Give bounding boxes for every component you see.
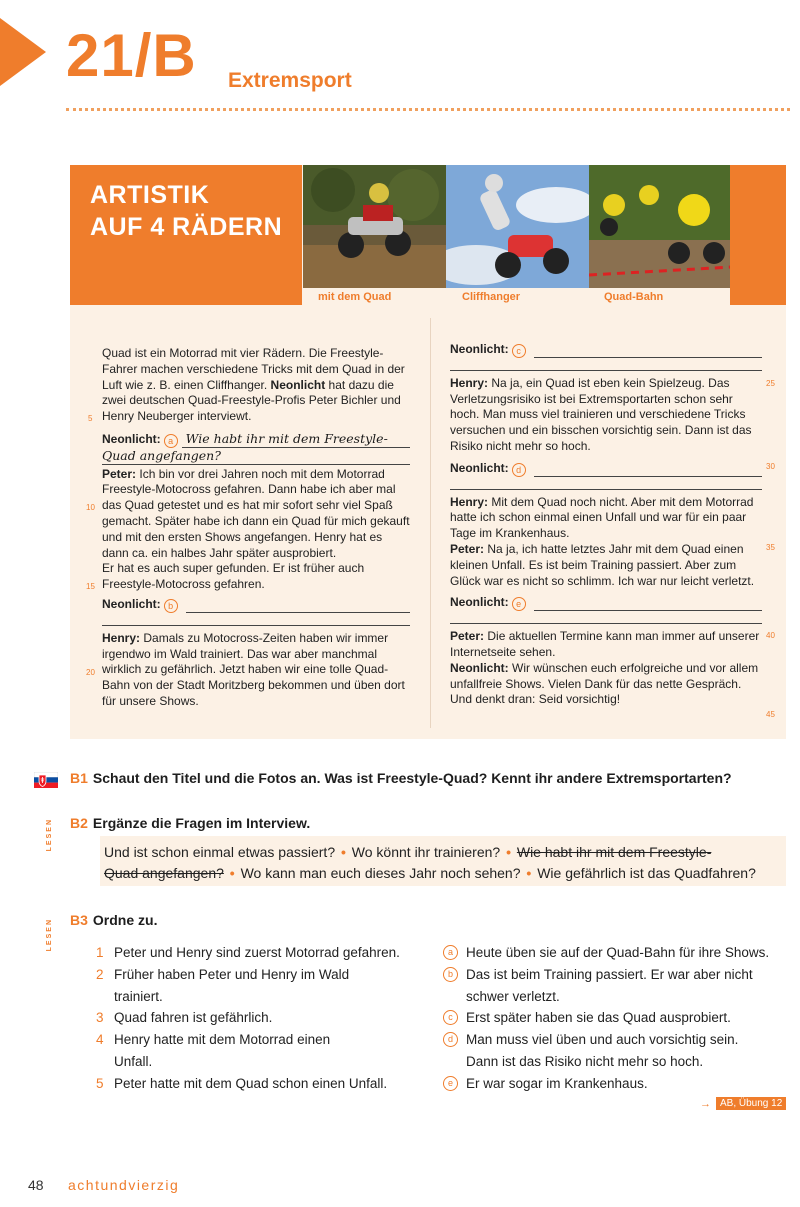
arrow-right-icon: →: [700, 1098, 711, 1110]
answer-letter-a: a: [164, 434, 178, 448]
list-item-cont: schwer verletzt.: [466, 988, 560, 1004]
question-d: Neonlicht: d: [450, 461, 762, 477]
question-a: Neonlicht: a Wie habt ihr mit dem Freestyle-: [102, 431, 410, 448]
answer-letter-b: b: [164, 599, 178, 613]
answer-letter-d: d: [512, 463, 526, 477]
corner-triangle: [0, 18, 46, 86]
page-number: 48: [28, 1177, 44, 1193]
henry-answer-4: Henry: Mit dem Quad noch nicht. Aber mit dem Motorrad hatte ich schon einmal einen Unfall und war für ein paar Tage im Krankenhaus.: [450, 494, 754, 541]
column-divider: [430, 318, 431, 728]
task-b1: B1 Schaut den Titel und die Fotos an. Was ist Freestyle-Quad? Kennt ihr andere Extremsportarten?: [70, 770, 732, 786]
answer-line-e[interactable]: [534, 597, 762, 611]
line-number-40: 40: [766, 631, 775, 640]
list-item-cont: Unfall.: [114, 1053, 153, 1069]
peter-answer-1: Peter: Ich bin vor drei Jahren noch mit dem Motorrad Freestyle-Motocross gefahren. Dann habe ich aber mal das Quad getestet und es hat mir sofort sehr viel Spaß gemacht. Später habe ich dann ein Quad für mich gekauft und mit den ersten Shows angefangen. Henry hat es dann ca. ein halbes Jahr später ausprobiert.: [102, 466, 410, 560]
photo-quad-track: [589, 165, 732, 288]
list-item: d Man muss viel üben und auch vorsichtig sein.: [443, 1029, 788, 1051]
side-tag-lesen-b3: LESEN: [46, 918, 53, 952]
list-item: c Erst später haben sie das Quad ausprobiert.: [443, 1007, 788, 1029]
list-item: 1 Peter und Henry sind zuerst Motorrad gefahren.: [96, 945, 400, 960]
word-box: Und ist schon einmal etwas passiert? • Wo könnt ihr trainieren? • Wie habt ihr mit dem Freestyle- Quad angefangen? • Wo kann man euch dieses Jahr noch sehen? • Wie gefährlich ist das Quadfahren?: [100, 836, 786, 886]
line-number-45: 45: [766, 710, 775, 719]
answer-line-c2[interactable]: [450, 358, 762, 371]
list-item: 4 Henry hatte mit dem Motorrad einen: [96, 1032, 331, 1048]
unit-number: 21/B: [66, 22, 197, 89]
banner-title: ARTISTIK AUF 4 RÄDERN: [90, 181, 283, 241]
article-banner: [70, 165, 302, 305]
answer-line-d2[interactable]: [450, 477, 762, 490]
answer-letter-c: c: [512, 344, 526, 358]
list-item-cont: trainiert.: [114, 988, 163, 1004]
task-b2: B2 Ergänze die Fragen im Interview.: [70, 815, 311, 831]
line-number-30: 30: [766, 462, 775, 471]
peter-answer-3: Peter: Die aktuellen Termine kann man immer auf unserer Internetseite sehen.: [450, 629, 760, 659]
photo-cliffhanger: [446, 165, 589, 288]
workbook-reference[interactable]: AB, Übung 12: [716, 1097, 786, 1110]
intro-paragraph: Quad ist ein Motorrad mit vier Rädern. Die Freestyle-Fahrer machen verschiedene Tricks mit dem Quad in der Luft wie z. B. einen Cliffhanger. Neonlicht hat dazu die zwei deutschen Quad-Freestyle-Profis Peter Bichler und Henry Neuberger interviewt.: [102, 346, 405, 424]
article-left-column: [102, 346, 410, 710]
answer-line-d[interactable]: [534, 463, 762, 477]
line-number-20: 20: [86, 668, 95, 677]
line-number-35: 35: [766, 543, 775, 552]
peter-answer-2: Peter: Na ja, ich hatte letztes Jahr mit dem Quad einen kleinen Unfall. Es ist beim Training passiert. Aber zum Glück war es nicht so schlimm. Ich war nur leicht verletzt.: [450, 541, 755, 588]
list-item: e Er war sogar im Krankenhaus.: [443, 1073, 788, 1095]
list-item: a Heute üben sie auf der Quad-Bahn für ihre Shows.: [443, 942, 788, 964]
dotted-divider: [66, 108, 790, 111]
side-tag-lesen-b2: LESEN: [46, 818, 53, 852]
line-number-25: 25: [766, 379, 775, 388]
handwritten-answer-a-line2: Quad angefangen?: [102, 448, 410, 465]
slovak-flag-icon: [34, 772, 58, 788]
unit-title: Extremsport: [228, 69, 352, 92]
list-item: b Das ist beim Training passiert. Er war aber nicht: [443, 964, 788, 986]
caption-cliffhanger: Cliffhanger: [462, 291, 521, 303]
answer-line-b2[interactable]: [102, 613, 410, 626]
handwritten-answer-a: Wie habt ihr mit dem Freestyle-: [182, 431, 410, 448]
task-b3: B3 Ordne zu.: [70, 912, 158, 928]
neonlicht-closing: Neonlicht: Wir wünschen euch erfolgreiche und vor allem unfallfreie Shows. Vielen Dank für das nette Gespräch. Und denkt dran: Seid vorsichtig!: [450, 660, 759, 707]
match-list-left: [96, 942, 426, 1095]
answer-line-c[interactable]: [534, 344, 762, 358]
henry-answer-3: Henry: Na ja, ein Quad ist eben kein Spielzeug. Das Verletzungsrisiko ist bei Extremsportarten schon sehr hoch. Man muss viel trainieren und verschiedene Tricks versuchen und ein bisschen vorsichtig sein. Dann ist das Risiko nicht mehr so hoch.: [450, 375, 752, 453]
question-c: Neonlicht: c: [450, 342, 762, 358]
answer-line-e2[interactable]: [450, 611, 762, 624]
list-item: 5 Peter hatte mit dem Quad schon einen Unfall.: [96, 1075, 388, 1091]
line-number-15: 15: [86, 582, 95, 591]
question-e: Neonlicht: e: [450, 595, 762, 611]
question-b: Neonlicht: b: [102, 597, 410, 613]
list-item: 2 Früher haben Peter und Henry im Wald: [96, 966, 350, 982]
list-item-cont: Dann ist das Risiko nicht mehr so hoch.: [466, 1053, 704, 1069]
caption-quad-track: Quad-Bahn: [604, 291, 664, 303]
article-right-column: [450, 342, 762, 708]
line-number-10: 10: [86, 503, 95, 512]
answer-letter-e: e: [512, 597, 526, 611]
match-list-right: [443, 942, 788, 1095]
henry-answer-1: Er hat es auch super gefunden. Er ist früher auch Freestyle-Motocross gefahren.: [102, 561, 365, 592]
answer-line-b[interactable]: [186, 599, 410, 613]
photo-quad: [303, 165, 446, 288]
caption-quad: mit dem Quad: [318, 291, 392, 303]
henry-answer-2: Henry: Damals zu Motocross-Zeiten haben wir immer irgendwo im Wald trainiert. Das war aber manchmal wirklich zu gefährlich. Jetzt haben wir eine tolle Quad-Bahn von der Stadt Moritzberg bekommen und üben dort für unsere Shows.: [102, 630, 405, 708]
page-number-word: achtundvierzig: [68, 1177, 180, 1193]
banner-right-strip: [730, 165, 786, 305]
list-item: 3 Quad fahren ist gefährlich.: [96, 1010, 273, 1026]
line-number-5: 5: [88, 414, 93, 423]
